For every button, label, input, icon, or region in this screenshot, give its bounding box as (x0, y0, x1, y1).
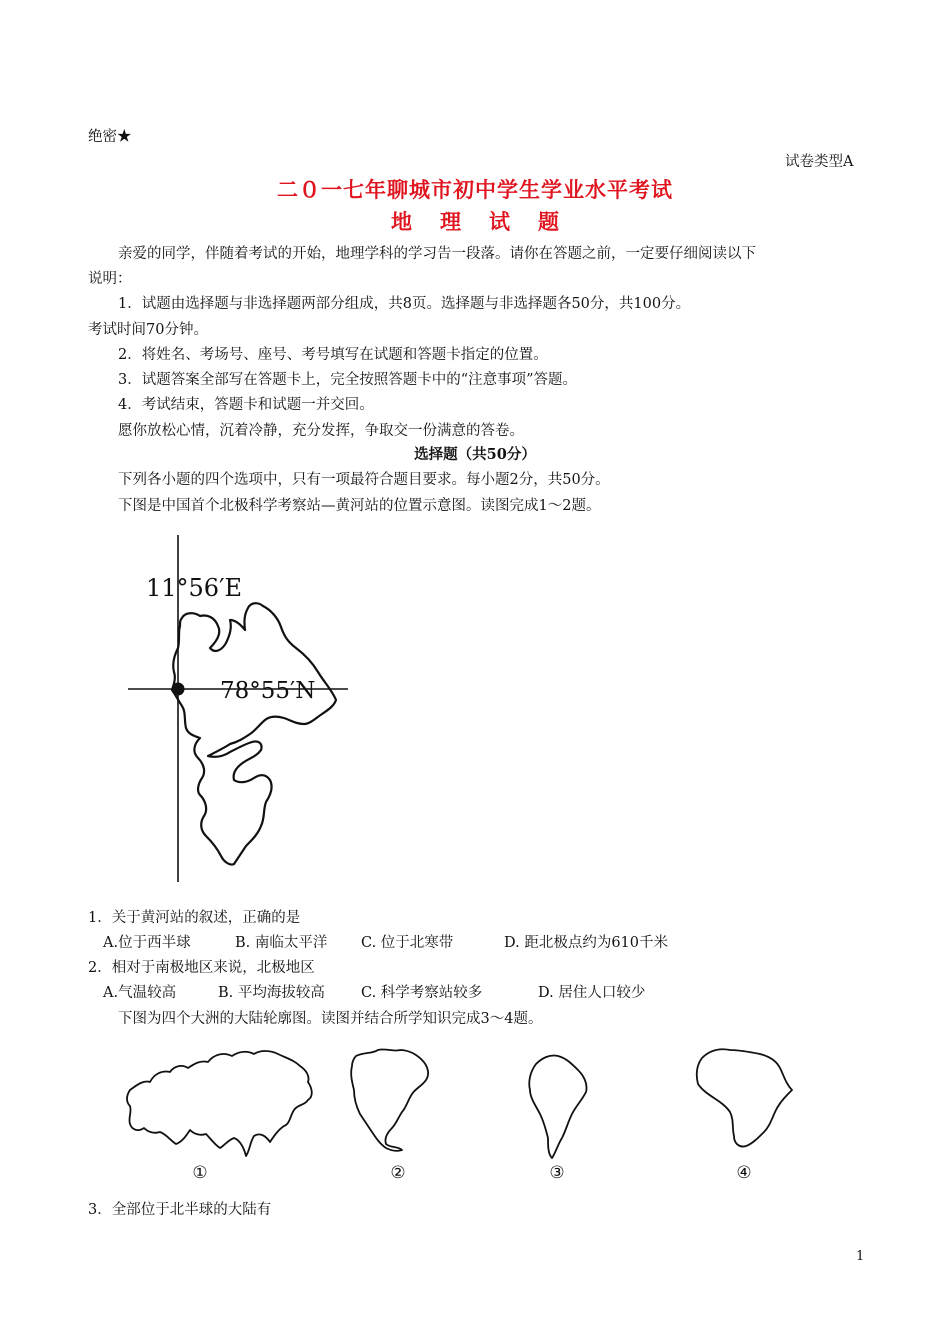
question-2-option-b: B. 平均海拔较高 (218, 985, 325, 1001)
secret-mark: 绝密★ (88, 129, 132, 145)
svalbard-map (120, 530, 360, 885)
map2-intro: 下图为四个大洲的大陆轮廓图。读图并结合所学知识完成3～4题。 (118, 1011, 543, 1027)
subject-title-char: 理 (440, 209, 461, 234)
question-1-option-b: B. 南临太平洋 (235, 935, 328, 951)
map1-intro: 下图是中国首个北极科学考察站—黄河站的位置示意图。读图完成1～2题。 (118, 498, 601, 514)
question-1-option-d: D. 距北极点约为610千米 (504, 935, 669, 951)
exam-title: 二０一七年聊城市初中学生学业水平考试 (277, 177, 673, 202)
continent-south-america-outline (529, 1055, 586, 1158)
paper-type: 试卷类型A (785, 154, 854, 170)
continents-figure (120, 1040, 800, 1185)
question-1-option-a: A.位于西半球 (103, 935, 191, 951)
intro-line: 说明： (88, 271, 132, 287)
section-instruction: 下列各小题的四个选项中，只有一项最符合题目要求。每小题2分，共50分。 (118, 472, 610, 488)
continent-eurasia-outline (127, 1051, 312, 1156)
island-outline (172, 603, 336, 864)
instruction-item: 2．将姓名、考场号、座号、考号填写在试题和答题卡指定的位置。 (118, 347, 548, 363)
section-heading: 选择题（共50分） (414, 446, 536, 463)
continent-north-america-outline (351, 1049, 428, 1150)
instruction-item: 4．考试结束，答题卡和试题一并交回。 (118, 397, 374, 413)
question-2-option-d: D. 居住人口较少 (538, 985, 646, 1001)
instruction-item: 1．试题由选择题与非选择题两部分组成，共8页。选择题与非选择题各50分，共100分。 (118, 296, 691, 312)
subject-title-char: 题 (538, 209, 559, 234)
continent-label-4: ④ (736, 1163, 752, 1183)
instruction-item: 3．试题答案全部写在答题卡上，完全按照答题卡中的“注意事项”答题。 (118, 372, 578, 388)
question-3-stem: 3．全部位于北半球的大陆有 (88, 1202, 272, 1218)
question-1-stem: 1．关于黄河站的叙述，正确的是 (88, 910, 301, 926)
subject-title-char: 地 (391, 209, 412, 234)
continent-label-1: ① (192, 1163, 208, 1183)
longitude-label: 11°56′E (146, 574, 243, 602)
latitude-label: 78°55′N (220, 678, 316, 704)
question-2-stem: 2．相对于南极地区来说，北极地区 (88, 960, 315, 976)
subject-title-char: 试 (489, 209, 510, 234)
wish-line: 愿你放松心情，沉着冷静，充分发挥，争取交一份满意的答卷。 (118, 423, 524, 439)
subject-title (0, 206, 950, 236)
question-2-option-c: C. 科学考察站较多 (361, 985, 483, 1001)
yellow-river-station-marker (172, 683, 185, 696)
question-2-option-a: A.气温较高 (103, 985, 177, 1001)
continent-label-2: ② (390, 1163, 406, 1183)
question-1-option-c: C. 位于北寒带 (361, 935, 454, 951)
page-number: 1 (856, 1249, 865, 1264)
continent-africa-outline (697, 1049, 792, 1146)
intro-line: 亲爱的同学，伴随着考试的开始，地理学科的学习告一段落。请你在答题之前，一定要仔细阅读以下 (118, 246, 756, 262)
continent-label-3: ③ (549, 1163, 565, 1183)
instruction-item: 考试时间70分钟。 (88, 322, 208, 338)
